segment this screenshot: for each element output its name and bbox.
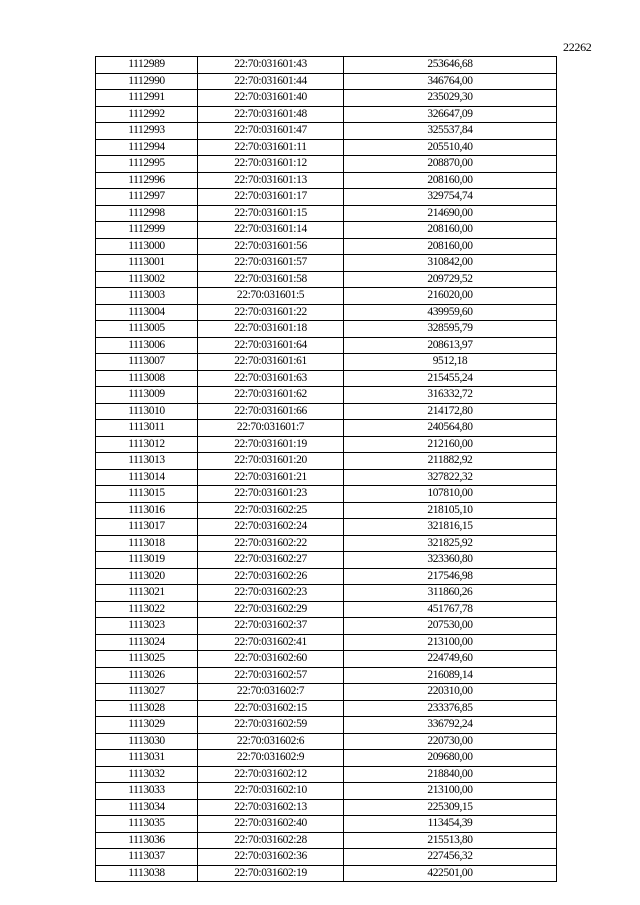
row-number-cell: 1113017 (96, 519, 198, 536)
table-row (96, 700, 557, 717)
cadastral-value-cell: 209729,52 (344, 271, 557, 288)
cadastral-number-cell: 22:70:031601:23 (198, 486, 344, 503)
row-number-cell: 1112989 (96, 57, 198, 74)
cadastral-number-cell: 22:70:031601:44 (198, 73, 344, 90)
cadastral-number-cell: 22:70:031601:47 (198, 123, 344, 140)
row-number-cell: 1113002 (96, 271, 198, 288)
cadastral-value-cell: 113454,39 (344, 816, 557, 833)
cadastral-number-cell: 22:70:031602:60 (198, 651, 344, 668)
cadastral-value-cell: 9512,18 (344, 354, 557, 371)
table-row (96, 238, 557, 255)
cadastral-value-cell: 325537,84 (344, 123, 557, 140)
cadastral-value-cell: 311860,26 (344, 585, 557, 602)
cadastral-value-cell: 212160,00 (344, 436, 557, 453)
table-row (96, 288, 557, 305)
cadastral-number-cell: 22:70:031601:63 (198, 370, 344, 387)
cadastral-value-cell: 336792,24 (344, 717, 557, 734)
row-number-cell: 1112994 (96, 139, 198, 156)
row-number-cell: 1113035 (96, 816, 198, 833)
cadastral-number-cell: 22:70:031601:5 (198, 288, 344, 305)
cadastral-number-cell: 22:70:031601:22 (198, 304, 344, 321)
table-row (96, 436, 557, 453)
table-row (96, 486, 557, 503)
row-number-cell: 1112993 (96, 123, 198, 140)
cadastral-value-cell: 218105,10 (344, 502, 557, 519)
row-number-cell: 1113025 (96, 651, 198, 668)
cadastral-value-cell: 224749,60 (344, 651, 557, 668)
cadastral-value-cell: 233376,85 (344, 700, 557, 717)
cadastral-value-cell: 225309,15 (344, 799, 557, 816)
table-row (96, 865, 557, 882)
row-number-cell: 1113008 (96, 370, 198, 387)
cadastral-number-cell: 22:70:031601:15 (198, 205, 344, 222)
table-row (96, 849, 557, 866)
table-row (96, 667, 557, 684)
cadastral-value-cell: 215513,80 (344, 832, 557, 849)
row-number-cell: 1113013 (96, 453, 198, 470)
cadastral-number-cell: 22:70:031601:7 (198, 420, 344, 437)
row-number-cell: 1112991 (96, 90, 198, 107)
cadastral-value-cell: 316332,72 (344, 387, 557, 404)
cadastral-number-cell: 22:70:031602:28 (198, 832, 344, 849)
row-number-cell: 1113003 (96, 288, 198, 305)
row-number-cell: 1113019 (96, 552, 198, 569)
cadastral-value-cell: 439959,60 (344, 304, 557, 321)
cadastral-number-cell: 22:70:031602:24 (198, 519, 344, 536)
cadastral-value-cell: 235029,30 (344, 90, 557, 107)
cadastral-value-cell: 323360,80 (344, 552, 557, 569)
row-number-cell: 1112999 (96, 222, 198, 239)
table-row (96, 205, 557, 222)
cadastral-number-cell: 22:70:031601:18 (198, 321, 344, 338)
cadastral-value-cell: 208613,97 (344, 337, 557, 354)
table-row (96, 156, 557, 173)
row-number-cell: 1113030 (96, 733, 198, 750)
cadastral-value-cell: 208870,00 (344, 156, 557, 173)
cadastral-number-cell: 22:70:031601:12 (198, 156, 344, 173)
row-number-cell: 1113000 (96, 238, 198, 255)
table-row (96, 354, 557, 371)
row-number-cell: 1113022 (96, 601, 198, 618)
row-number-cell: 1113004 (96, 304, 198, 321)
table-row (96, 519, 557, 536)
page-number: 22262 (563, 40, 592, 54)
table-row (96, 304, 557, 321)
row-number-cell: 1113038 (96, 865, 198, 882)
table-row (96, 585, 557, 602)
cadastral-value-cell: 217546,98 (344, 568, 557, 585)
cadastral-value-cell: 220310,00 (344, 684, 557, 701)
table-row (96, 832, 557, 849)
row-number-cell: 1112990 (96, 73, 198, 90)
table-row (96, 453, 557, 470)
table-row (96, 733, 557, 750)
table-row (96, 766, 557, 783)
table-row (96, 370, 557, 387)
table-row (96, 321, 557, 338)
table-row (96, 469, 557, 486)
cadastral-number-cell: 22:70:031602:13 (198, 799, 344, 816)
row-number-cell: 1113032 (96, 766, 198, 783)
table-row (96, 601, 557, 618)
cadastral-number-cell: 22:70:031602:9 (198, 750, 344, 767)
row-number-cell: 1112998 (96, 205, 198, 222)
cadastral-value-cell: 327822,32 (344, 469, 557, 486)
cadastral-value-cell: 216020,00 (344, 288, 557, 305)
table-row (96, 750, 557, 767)
cadastral-number-cell: 22:70:031602:12 (198, 766, 344, 783)
cadastral-value-cell: 211882,92 (344, 453, 557, 470)
cadastral-number-cell: 22:70:031601:11 (198, 139, 344, 156)
table-row (96, 502, 557, 519)
table-row (96, 90, 557, 107)
row-number-cell: 1113021 (96, 585, 198, 602)
table-row (96, 684, 557, 701)
cadastral-value-cell: 208160,00 (344, 172, 557, 189)
row-number-cell: 1113036 (96, 832, 198, 849)
cadastral-number-cell: 22:70:031601:40 (198, 90, 344, 107)
cadastral-number-cell: 22:70:031601:48 (198, 106, 344, 123)
cadastral-number-cell: 22:70:031602:37 (198, 618, 344, 635)
cadastral-value-cell: 208160,00 (344, 222, 557, 239)
table-row (96, 420, 557, 437)
cadastral-number-cell: 22:70:031601:64 (198, 337, 344, 354)
cadastral-number-cell: 22:70:031602:41 (198, 634, 344, 651)
row-number-cell: 1113023 (96, 618, 198, 635)
cadastral-number-cell: 22:70:031602:29 (198, 601, 344, 618)
cadastral-value-cell: 451767,78 (344, 601, 557, 618)
cadastral-value-cell: 321825,92 (344, 535, 557, 552)
row-number-cell: 1113012 (96, 436, 198, 453)
cadastral-value-cell: 213100,00 (344, 634, 557, 651)
cadastral-value-cell: 321816,15 (344, 519, 557, 536)
row-number-cell: 1113009 (96, 387, 198, 404)
cadastral-number-cell: 22:70:031602:25 (198, 502, 344, 519)
cadastral-number-cell: 22:70:031601:57 (198, 255, 344, 272)
table-row (96, 222, 557, 239)
cadastral-value-cell: 214690,00 (344, 205, 557, 222)
cadastral-value-cell: 209680,00 (344, 750, 557, 767)
cadastral-number-cell: 22:70:031602:10 (198, 783, 344, 800)
table-row (96, 535, 557, 552)
table-row (96, 387, 557, 404)
cadastral-value-cell: 227456,32 (344, 849, 557, 866)
row-number-cell: 1113014 (96, 469, 198, 486)
cadastral-value-cell: 220730,00 (344, 733, 557, 750)
row-number-cell: 1113026 (96, 667, 198, 684)
row-number-cell: 1113001 (96, 255, 198, 272)
row-number-cell: 1113006 (96, 337, 198, 354)
row-number-cell: 1113029 (96, 717, 198, 734)
row-number-cell: 1112992 (96, 106, 198, 123)
table-row (96, 73, 557, 90)
row-number-cell: 1112996 (96, 172, 198, 189)
row-number-cell: 1113031 (96, 750, 198, 767)
cadastral-value-cell: 107810,00 (344, 486, 557, 503)
cadastral-number-cell: 22:70:031602:59 (198, 717, 344, 734)
cadastral-value-cell: 215455,24 (344, 370, 557, 387)
row-number-cell: 1113005 (96, 321, 198, 338)
cadastral-value-cell: 310842,00 (344, 255, 557, 272)
cadastral-value-cell: 326647,09 (344, 106, 557, 123)
table-row (96, 816, 557, 833)
row-number-cell: 1113007 (96, 354, 198, 371)
table-row (96, 255, 557, 272)
cadastral-value-cell: 216089,14 (344, 667, 557, 684)
cadastral-number-cell: 22:70:031602:15 (198, 700, 344, 717)
cadastral-number-cell: 22:70:031601:14 (198, 222, 344, 239)
cadastral-value-cell: 253646,68 (344, 57, 557, 74)
table-row (96, 172, 557, 189)
table-row (96, 57, 557, 74)
cadastral-number-cell: 22:70:031602:36 (198, 849, 344, 866)
row-number-cell: 1113020 (96, 568, 198, 585)
row-number-cell: 1113034 (96, 799, 198, 816)
table-body (96, 57, 557, 882)
row-number-cell: 1113010 (96, 403, 198, 420)
row-number-cell: 1113016 (96, 502, 198, 519)
cadastral-value-cell: 214172,80 (344, 403, 557, 420)
row-number-cell: 1113027 (96, 684, 198, 701)
cadastral-number-cell: 22:70:031602:6 (198, 733, 344, 750)
cadastral-number-cell: 22:70:031601:62 (198, 387, 344, 404)
row-number-cell: 1113033 (96, 783, 198, 800)
row-number-cell: 1112997 (96, 189, 198, 206)
cadastral-number-cell: 22:70:031601:56 (198, 238, 344, 255)
cadastral-value-cell: 208160,00 (344, 238, 557, 255)
cadastral-value-cell: 328595,79 (344, 321, 557, 338)
table-row (96, 618, 557, 635)
cadastral-number-cell: 22:70:031602:19 (198, 865, 344, 882)
cadastral-number-cell: 22:70:031602:26 (198, 568, 344, 585)
cadastral-number-cell: 22:70:031601:58 (198, 271, 344, 288)
cadastral-number-cell: 22:70:031601:21 (198, 469, 344, 486)
table-row (96, 651, 557, 668)
table-row (96, 337, 557, 354)
table-row (96, 271, 557, 288)
table-row (96, 717, 557, 734)
cadastral-number-cell: 22:70:031601:43 (198, 57, 344, 74)
cadastral-number-cell: 22:70:031602:27 (198, 552, 344, 569)
table-row (96, 552, 557, 569)
cadastral-number-cell: 22:70:031601:66 (198, 403, 344, 420)
table-row (96, 189, 557, 206)
row-number-cell: 1113015 (96, 486, 198, 503)
cadastral-number-cell: 22:70:031602:7 (198, 684, 344, 701)
row-number-cell: 1113011 (96, 420, 198, 437)
table-row (96, 634, 557, 651)
table-row (96, 403, 557, 420)
cadastral-value-cell: 205510,40 (344, 139, 557, 156)
cadastral-value-cell: 218840,00 (344, 766, 557, 783)
table-row (96, 799, 557, 816)
table-row (96, 568, 557, 585)
cadastral-number-cell: 22:70:031602:57 (198, 667, 344, 684)
cadastral-number-cell: 22:70:031601:20 (198, 453, 344, 470)
cadastral-number-cell: 22:70:031601:61 (198, 354, 344, 371)
cadastral-value-cell: 346764,00 (344, 73, 557, 90)
cadastral-number-cell: 22:70:031602:23 (198, 585, 344, 602)
cadastral-value-cell: 329754,74 (344, 189, 557, 206)
cadastral-number-cell: 22:70:031601:13 (198, 172, 344, 189)
cadastral-value-cell: 240564,80 (344, 420, 557, 437)
cadastral-number-cell: 22:70:031601:17 (198, 189, 344, 206)
table-row (96, 783, 557, 800)
cadastral-value-table (95, 56, 557, 882)
row-number-cell: 1113037 (96, 849, 198, 866)
cadastral-number-cell: 22:70:031602:40 (198, 816, 344, 833)
row-number-cell: 1113018 (96, 535, 198, 552)
cadastral-number-cell: 22:70:031602:22 (198, 535, 344, 552)
table-row (96, 139, 557, 156)
table-row (96, 106, 557, 123)
row-number-cell: 1113024 (96, 634, 198, 651)
cadastral-value-cell: 207530,00 (344, 618, 557, 635)
cadastral-value-cell: 422501,00 (344, 865, 557, 882)
row-number-cell: 1113028 (96, 700, 198, 717)
cadastral-number-cell: 22:70:031601:19 (198, 436, 344, 453)
cadastral-value-cell: 213100,00 (344, 783, 557, 800)
table-row (96, 123, 557, 140)
row-number-cell: 1112995 (96, 156, 198, 173)
